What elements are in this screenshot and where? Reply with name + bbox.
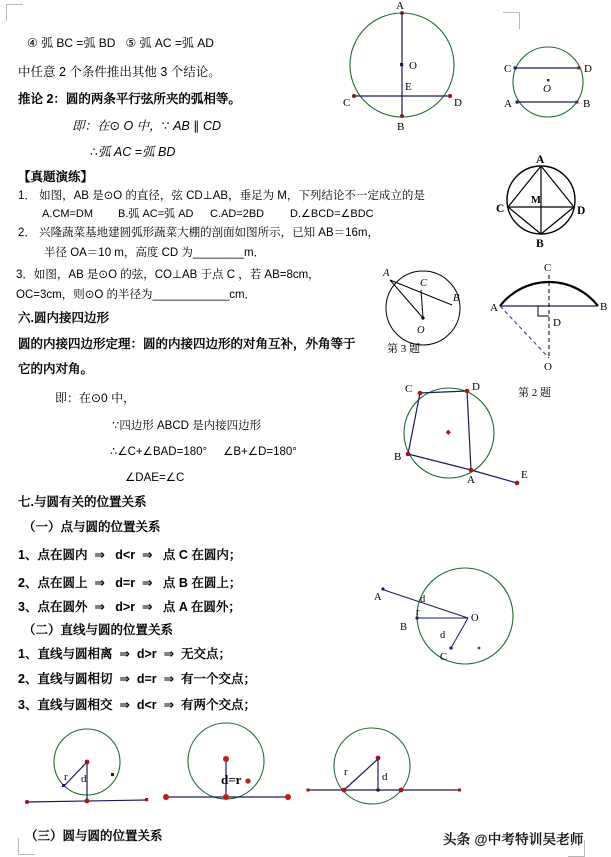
- side-ba: [408, 454, 471, 470]
- foot-point-marker: [376, 788, 380, 792]
- segment-co: [421, 290, 423, 318]
- center-point-o: [400, 63, 403, 66]
- watermark-text: 头条 @中考特训吴老师: [443, 832, 584, 847]
- cyclic-quad-step-3: ∠DAE=∠C: [125, 472, 185, 484]
- figure-diameter-chord: [345, 2, 485, 137]
- crop-mark-top-left: [6, 4, 23, 21]
- point-d-marker: [465, 389, 470, 394]
- crop-mark-top-right: [503, 12, 520, 29]
- question-2-line-2: 半径 OA＝10 m，高度 CD 为________m．: [44, 247, 266, 259]
- label-d: d: [81, 773, 87, 785]
- side-cd: [420, 391, 467, 393]
- segment-ad: [541, 166, 574, 207]
- point-a-marker: [469, 468, 474, 473]
- label-c: C: [544, 262, 552, 274]
- cyclic-quad-theorem-line-2: 它的内对角。: [18, 362, 94, 376]
- label-a: A: [504, 98, 512, 110]
- label-e: E: [521, 469, 528, 481]
- question-3-line-1: 3．如图，AB 是⊙O 的弦，CO⊥AB 于点 C ，若 AB=8cm，: [16, 269, 320, 281]
- label-b: B: [600, 301, 608, 313]
- label-m: M: [531, 195, 541, 206]
- point-e-marker: [515, 481, 520, 486]
- label-a: A: [374, 592, 382, 603]
- figure-parallel-chords: [498, 44, 608, 122]
- label-a: A: [396, 0, 404, 12]
- line-endpoint-left: [25, 800, 29, 804]
- point-circle-relation-1: 1、点在圆内 ⇒ d<r ⇒ 点 C 在圆内；: [18, 548, 242, 562]
- point-a-marker: [381, 587, 384, 590]
- radius-r-segment: [344, 759, 378, 790]
- question-1-option-b: B.弧 AC=弧 AD: [118, 208, 194, 220]
- tangency-point-marker: [223, 794, 229, 800]
- label-e: E: [405, 81, 412, 93]
- center-point-marker: [85, 760, 90, 765]
- figure-question-3: [378, 258, 483, 353]
- line-endpoint-right: [458, 789, 461, 792]
- center-point-marker: [223, 756, 229, 762]
- point-circle-relation-3: 3、点在圆外 ⇒ d>r ⇒ 点 A 在圆外；: [18, 600, 241, 614]
- question-2-line-1: 2． 兴隆蔬菜基地建圆弧形蔬菜大棚的剖面如图所示，已知 AB＝16m，: [18, 227, 379, 239]
- label-d-equals-r: d=r: [221, 772, 242, 787]
- inference-2-title: 推论 2：圆的两条平行弦所夹的弧相等。: [18, 92, 241, 106]
- circle-edge-marker: [478, 647, 481, 650]
- point-d-marker: [448, 94, 452, 98]
- circle-outline: [417, 568, 513, 664]
- segment-ao: [384, 590, 468, 618]
- label-b: B: [394, 451, 402, 463]
- segment-oc: [451, 618, 468, 648]
- label-a: A: [536, 154, 545, 166]
- figure-question-2: [490, 258, 610, 373]
- cyclic-quad-given: 即：在⊙0 中，: [55, 391, 136, 405]
- label-c: C: [405, 383, 413, 395]
- label-c: C: [504, 63, 512, 75]
- line-endpoint-left: [163, 794, 169, 800]
- line-circle-relation-2: 2、直线与圆相切 ⇒ d=r ⇒ 有一个交点；: [18, 672, 256, 686]
- question-1-option-a: A.CM=DM: [42, 208, 94, 220]
- label-o: O: [417, 325, 425, 336]
- label-b: B: [583, 98, 591, 110]
- label-o: O: [543, 83, 551, 95]
- figure-line-circle-separate: [22, 720, 172, 810]
- cyclic-quad-step-2: ∴∠C+∠BAD=180° ∠B+∠D=180°: [110, 446, 297, 458]
- question-1-stem: 1． 如图，AB 是⊙O 的直径，弦 CD⊥AB，垂足为 M，下列结论不一定成立的是: [18, 190, 425, 202]
- label-r: r: [416, 607, 420, 618]
- label-d: D: [584, 63, 592, 75]
- line-circle-relation-1: 1、直线与圆相离 ⇒ d>r ⇒ 无交点；: [18, 647, 231, 661]
- inference-2-given: 即：在⊙ O 中，∵ AB ∥ CD: [72, 119, 221, 133]
- extension-ae: [471, 470, 517, 483]
- point-c-marker: [352, 94, 356, 98]
- label-d: D: [577, 205, 586, 217]
- line-endpoint-right: [145, 798, 148, 801]
- point-b-marker: [400, 114, 404, 118]
- label-r: r: [344, 766, 348, 778]
- question-1-option-c: C.AD=2BD: [210, 208, 265, 220]
- point-circle-relation-2: 2、点在圆上 ⇒ d=r ⇒ 点 B 在圆上；: [18, 576, 242, 590]
- point-c-marker: [449, 646, 452, 649]
- figure-inscribed-quad-m: [488, 152, 598, 250]
- label-c: C: [440, 652, 448, 663]
- label-o: O: [409, 60, 417, 72]
- label-o: O: [471, 613, 479, 624]
- circle-point-marker: [245, 778, 250, 783]
- point-c-marker: [418, 391, 423, 396]
- cyclic-quad-theorem-line-1: 圆的内接四边形定理：圆的内接四边形的对角互补，外角等于: [18, 337, 356, 351]
- label-o: O: [544, 361, 552, 373]
- side-da: [467, 391, 471, 470]
- center-point-o: [421, 316, 424, 319]
- label-d: D: [553, 317, 561, 329]
- point-d-marker: [577, 66, 580, 69]
- figure-point-circle-positions: [372, 558, 562, 683]
- label-a: A: [467, 474, 475, 486]
- segment-ao: [390, 280, 423, 318]
- label-d-inner: d: [440, 630, 446, 641]
- point-c-marker: [514, 66, 517, 69]
- figure-line-circle-intersect: [300, 718, 470, 813]
- label-c: C: [496, 203, 505, 215]
- any-two-conditions-line: 中任意 2 个条件推出其他 3 个结论。: [18, 65, 221, 79]
- center-point-marker: [376, 756, 381, 761]
- side-cb: [408, 393, 420, 454]
- point-b-marker: [406, 452, 411, 457]
- cyclic-quad-step-1: ∵四边形 ABCD 是内接四边形: [112, 420, 262, 432]
- label-c: C: [343, 97, 351, 109]
- center-point-marker: [547, 79, 549, 81]
- label-a: A: [490, 302, 498, 314]
- label-d: D: [472, 381, 480, 393]
- line-endpoint-right: [285, 794, 291, 800]
- label-d: D: [454, 97, 462, 109]
- exercise-header: 【真题演练】: [18, 170, 94, 184]
- line-endpoint-left: [307, 789, 310, 792]
- question-3-line-2: OC=3cm，则⊙O 的半径为____________cm．: [16, 289, 257, 301]
- arc-conditions-line: ④ 弧 BC =弧 BD ⑤ 弧 AC =弧 AD: [27, 36, 214, 50]
- label-b: B: [453, 293, 460, 304]
- foot-point-marker: [85, 799, 90, 804]
- figure-3-caption: 第 3 题: [387, 343, 420, 355]
- figure-line-circle-tangent: [158, 716, 298, 811]
- figure-2-caption: 第 2 题: [518, 387, 551, 399]
- label-a: A: [383, 268, 390, 279]
- section-6-heading: 六.圆内接四边形: [18, 311, 109, 325]
- label-r: r: [64, 771, 68, 783]
- subsection-2-heading: （二）直线与圆的位置关系: [23, 623, 174, 637]
- intersection-point-right: [399, 788, 404, 793]
- inference-2-conclusion: ∴弧 AC =弧 BD: [90, 145, 176, 159]
- figure-cyclic-quadrilateral: [375, 378, 535, 488]
- radius-oa-dashed-line: [500, 306, 549, 358]
- point-b-marker: [575, 101, 578, 104]
- question-1-option-d: D.∠BCD=∠BDC: [290, 208, 374, 220]
- center-point-marker: [446, 430, 451, 435]
- label-d: d: [382, 771, 388, 783]
- section-7-heading: 七.与圆有关的位置关系: [18, 495, 147, 509]
- label-b: B: [397, 121, 405, 133]
- label-b: B: [536, 238, 544, 250]
- right-angle-marker: [538, 306, 549, 316]
- radius-endpoint-marker: [62, 784, 65, 787]
- circle-point-marker: [111, 773, 114, 776]
- label-c: C: [420, 278, 428, 289]
- label-b: B: [400, 622, 408, 633]
- line-circle-relation-3: 3、直线与圆相交 ⇒ d<r ⇒ 有两个交点；: [18, 698, 256, 712]
- circle-outline: [513, 47, 583, 117]
- subsection-3-heading: （三）圆与圆的位置关系: [25, 829, 163, 843]
- point-a-marker: [516, 101, 519, 104]
- label-d-outer: d: [420, 594, 426, 605]
- subsection-1-heading: （一）点与圆的位置关系: [23, 520, 161, 534]
- intersection-point-left: [342, 788, 347, 793]
